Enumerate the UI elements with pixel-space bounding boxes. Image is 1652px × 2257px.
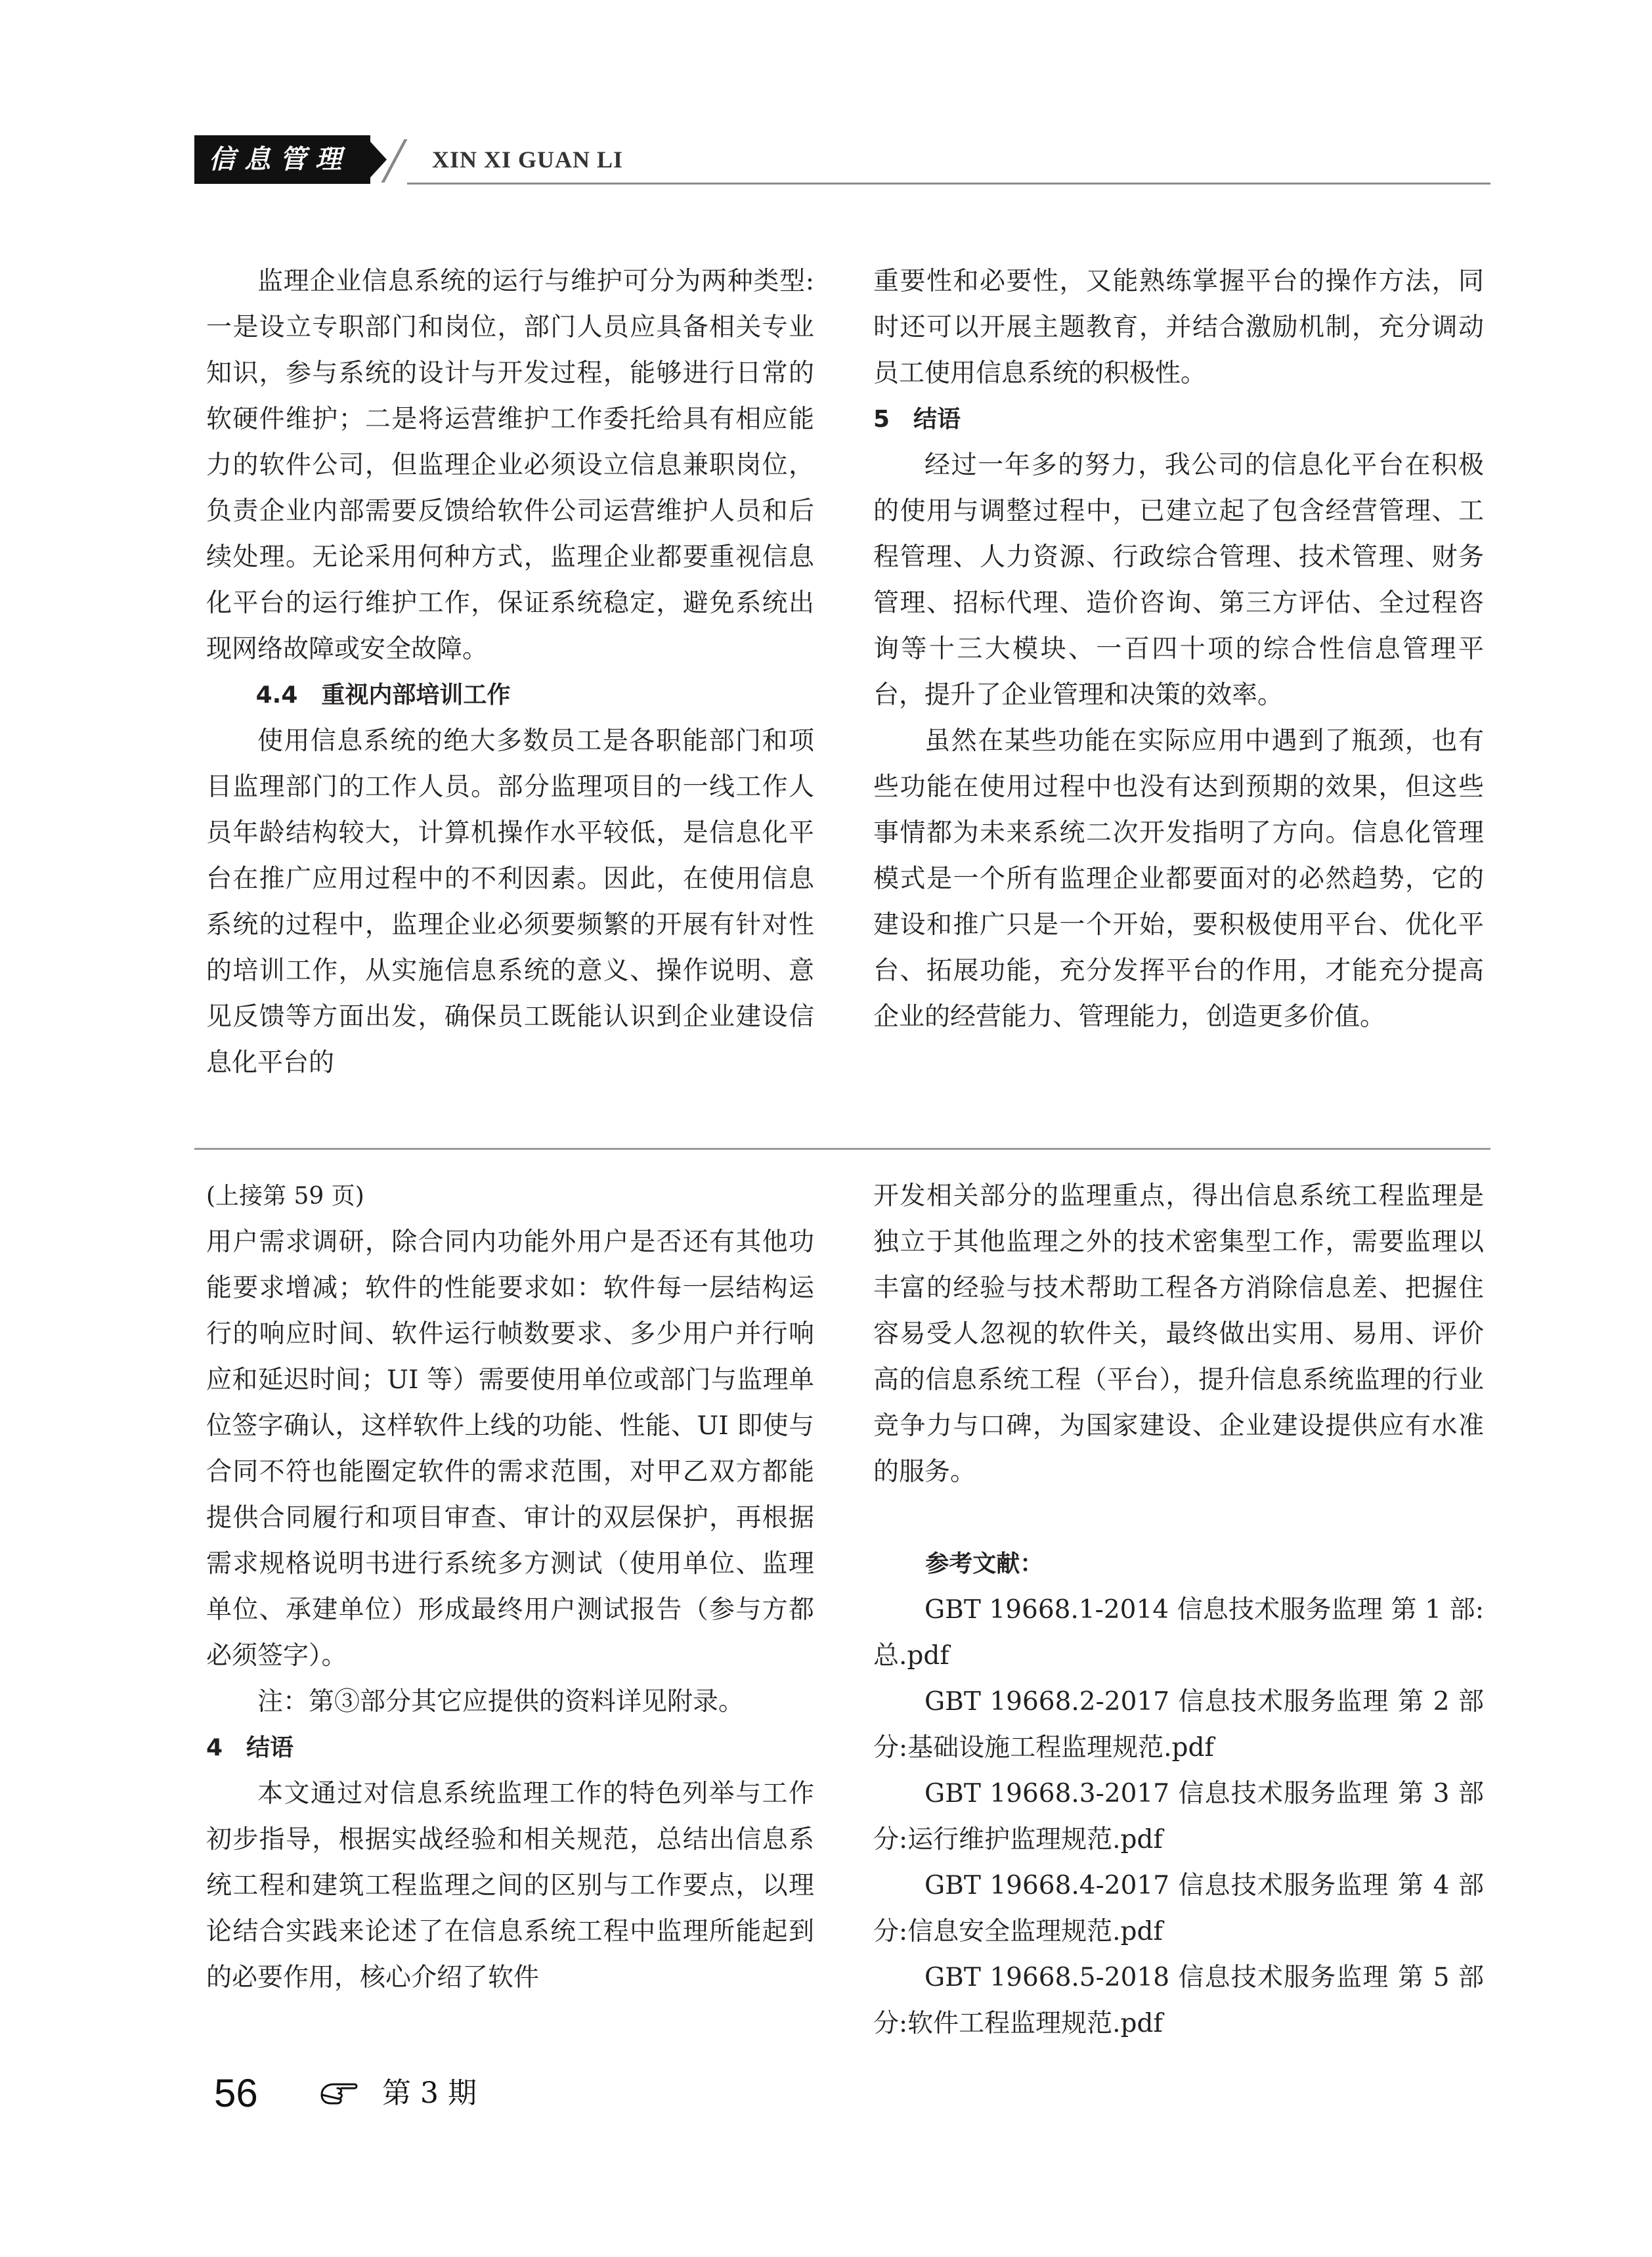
- upper-right-column: [873, 259, 1484, 1040]
- paragraph: 开发相关部分的监理重点，得出信息系统工程监理是独立于其他监理之外的技术密集型工作，需要监理以丰富的经验与技术帮助工程各方消除信息差、把握住容易受人忽视的软件关，最终做出实用、易用、评价高的信息系统工程（平台），提升信息系统监理的行业竞争力与口碑，为国家建设、企业建设提供应有水准的服务。: [873, 1181, 1484, 1487]
- reference-item: GBT 19668.5-2018 信息技术服务监理 第 5 部分:软件工程监理规范.pdf: [873, 1963, 1484, 2038]
- section-heading-4: 4 结语: [206, 1734, 294, 1761]
- issue-label: 第 3 期: [382, 2076, 477, 2110]
- appendix-note: 注：第③部分其它应提供的资料详见附录。: [257, 1687, 745, 1717]
- reference-item: GBT 19668.3-2017 信息技术服务监理 第 3 部分:运行维护监理规范.pdf: [873, 1779, 1484, 1854]
- page-number: 56: [214, 2071, 258, 2115]
- paragraph: 监理企业信息系统的运行与维护可分为两种类型:一是设立专职部门和岗位，部门人员应具备相关专业知识，参与系统的设计与开发过程，能够进行日常的软硬件维护；二是将运营维护工作委托给具有相应能力的软件公司，但监理企业必须设立信息兼职岗位，负责企业内部需要反馈给软件公司运营维护人员和后续处理。无论采用何种方式，监理企业都要重视信息化平台的运行维护工作，保证系统稳定，避免系统出现网络故障或安全故障。: [206, 267, 814, 664]
- lower-left-column: [206, 1173, 814, 2001]
- section-divider: [194, 1148, 1490, 1150]
- paragraph: 经过一年多的努力，我公司的信息化平台在积极的使用与调整过程中，已建立起了包含经营管理、工程管理、人力资源、行政综合管理、技术管理、财务管理、招标代理、造价咨询、第三方评估、全过程咨询等十三大模块、一百四十项的综合性信息管理平台，提升了企业管理和决策的效率。: [873, 450, 1484, 710]
- section-heading-5: 5 结语: [873, 406, 961, 433]
- paragraph: 用户需求调研，除合同内功能外用户是否还有其他功能要求增减；软件的性能要求如：软件每一层结构运行的响应时间、软件运行帧数要求、多少用户并行响应和延迟时间；UI 等）需要使用单位或部门与监理单位签字确认，这样软件上线的功能、性能、UI 即使与合同不符也能圈定软件的需求范围，对甲乙双方都能提供合同履行和项目审查、审计的双层保护，再根据需求规格说明书进行系统多方测试（使用单位、监理单位、承建单位）形成最终用户测试报告（参与方都必须签字）。: [206, 1227, 814, 1671]
- reference-item: GBT 19668.4-2017 信息技术服务监理 第 4 部分:信息安全监理规范.pdf: [873, 1871, 1484, 1946]
- references-title: 参考文献：: [925, 1550, 1044, 1577]
- reference-item: GBT 19668.1-2014 信息技术服务监理 第 1 部:总.pdf: [873, 1595, 1484, 1671]
- spacer: [873, 1495, 1484, 1541]
- section-pinyin: XIN XI GUAN LI: [432, 146, 624, 173]
- hand-pointing-icon: [319, 2079, 360, 2108]
- paragraph: 本文通过对信息系统监理工作的特色列举与工作初步指导，根据实战经验和相关规范，总结出信息系统工程和建筑工程监理之间的区别与工作要点，以理论结合实践来论述了在信息系统工程中监理所能起到的必要作用，核心介绍了软件: [206, 1779, 814, 1992]
- header-rule: [407, 183, 1490, 185]
- section-badge: 信息管理: [194, 135, 370, 184]
- upper-left-column: [206, 259, 814, 1086]
- paragraph: 使用信息系统的绝大多数员工是各职能部门和项目监理部门的工作人员。部分监理项目的一线工作人员年龄结构较大，计算机操作水平较低，是信息化平台在推广应用过程中的不利因素。因此，在使用信息系统的过程中，监理企业必须要频繁的开展有针对性的培训工作，从实施信息系统的意义、操作说明、意见反馈等方面出发，确保员工既能认识到企业建设信息化平台的: [206, 726, 814, 1078]
- lower-right-column: [873, 1173, 1484, 2047]
- reference-item: GBT 19668.2-2017 信息技术服务监理 第 2 部分:基础设施工程监理规范.pdf: [873, 1687, 1484, 1763]
- continued-from-note: (上接第 59 页): [206, 1183, 364, 1210]
- paragraph: 重要性和必要性，又能熟练掌握平台的操作方法，同时还可以开展主题教育，并结合激励机制，充分调动员工使用信息系统的积极性。: [873, 267, 1484, 388]
- paragraph: 虽然在某些功能在实际应用中遇到了瓶颈，也有些功能在使用过程中也没有达到预期的效果，但这些事情都为未来系统二次开发指明了方向。信息化管理模式是一个所有监理企业都要面对的必然趋势，它的建设和推广只是一个开始，要积极使用平台、优化平台、拓展功能，充分发挥平台的作用，才能充分提高企业的经营能力、管理能力，创造更多价值。: [873, 726, 1484, 1032]
- section-heading-4-4: 4.4 重视内部培训工作: [255, 682, 511, 709]
